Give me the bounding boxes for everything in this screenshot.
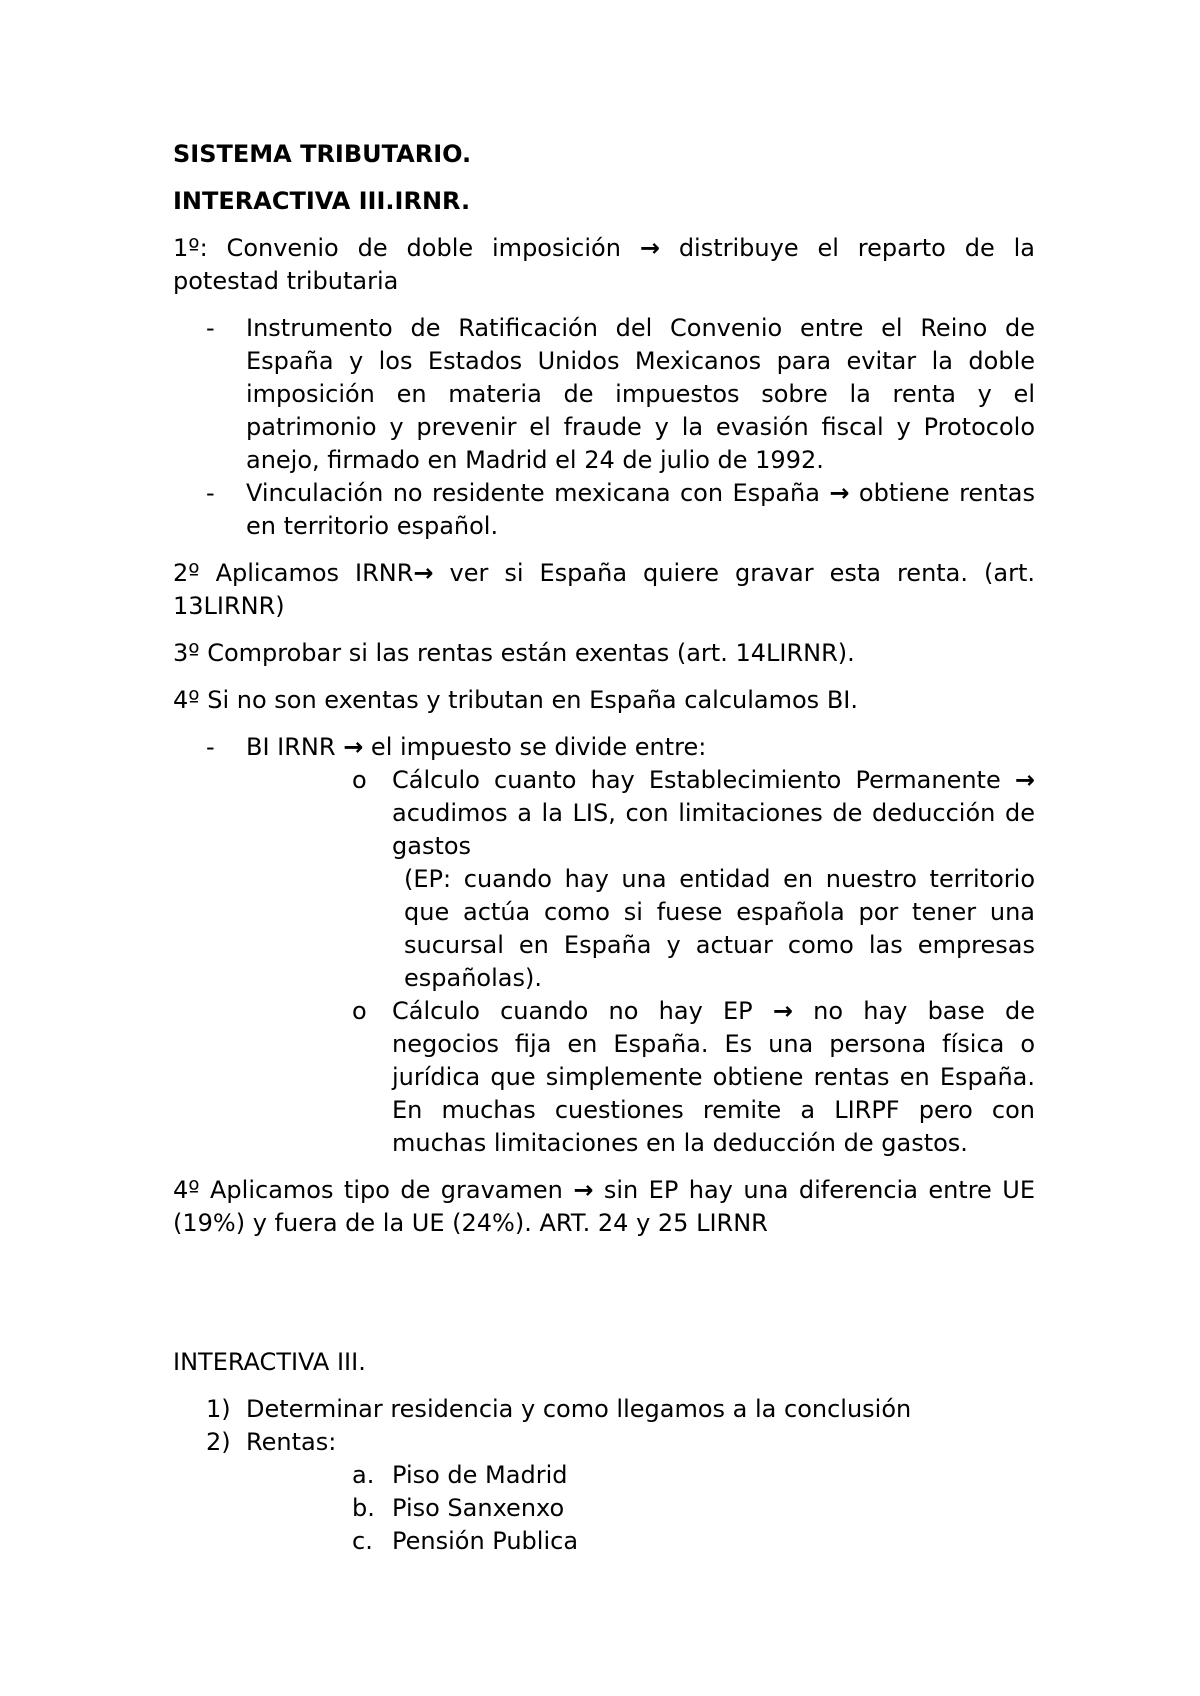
step-1-paragraph: [173, 232, 1035, 298]
number-marker: 1): [206, 1395, 231, 1423]
section-2-title: INTERACTIVA III.: [173, 1348, 366, 1376]
dash-marker: -: [206, 733, 215, 761]
circle-marker: o: [352, 997, 367, 1025]
ep-note: (EP: cuando hay una entidad en nuestro territorio que actúa como si fuese española por tener una sucursal en España y actuar como las empresas españolas).: [404, 865, 1035, 992]
arrow-right-icon: →: [1014, 766, 1035, 794]
arrow-right-icon: →: [343, 733, 364, 761]
arrow-right-icon: →: [829, 479, 850, 507]
bi-text-b: el impuesto se divide entre:: [363, 733, 707, 761]
sublist-item: [319, 995, 1035, 1160]
rentas-item: [319, 1525, 1035, 1558]
bi-list: [173, 731, 1035, 1160]
sub-text-a: Cálculo cuando no hay EP: [392, 997, 773, 1025]
section-2-list: [173, 1393, 1035, 1558]
list-item: [173, 477, 1035, 543]
sub-text-b: no hay base de negocios fija en España. Es una persona física o jurídica que simplemente obtiene rentas en España. En muchas cuestiones remite a LIRPF pero con muchas limitaciones en la deducción de gastos.: [392, 997, 1035, 1157]
letter-marker: c.: [352, 1527, 373, 1555]
list-item-text-b: obtiene rentas en territorio español.: [246, 479, 1036, 540]
spacer: [173, 1240, 1035, 1346]
dash-marker: -: [206, 479, 215, 507]
bi-text-a: BI IRNR: [246, 733, 344, 761]
dash-marker: -: [206, 314, 215, 342]
step-4b-text-b: sin EP hay una diferencia entre UE (19%) y fuera de la UE (24%). ART. 24 y 25 LIRNR: [173, 1176, 1035, 1237]
document-subtitle: INTERACTIVA III.IRNR.: [173, 187, 471, 215]
list-item-text-a: Vinculación no residente mexicana con España: [246, 479, 830, 507]
sublist-item-text: [392, 764, 1035, 863]
letter-marker: a.: [352, 1461, 375, 1489]
arrow-right-icon: →: [639, 234, 660, 262]
number-marker: 2): [206, 1428, 231, 1456]
rentas-item: [319, 1492, 1035, 1525]
step-1-list: [173, 312, 1035, 543]
list-item: [173, 312, 1035, 477]
step-2-paragraph: [173, 557, 1035, 623]
step-4b-text-a: 4º Aplicamos tipo de gravamen: [173, 1176, 574, 1204]
sub-text-a: Cálculo cuanto hay Establecimiento Permanente: [392, 766, 1015, 794]
arrow-right-icon: →: [573, 1176, 594, 1204]
list-item-text: Instrumento de Ratificación del Convenio entre el Reino de España y los Estados Unidos Mexicanos para evitar la doble imposición en materia de impuestos sobre la renta y el patrimonio y prevenir el fraude y la evasión fiscal y Protocolo anejo, firmado en Madrid el 24 de julio de 1992.: [246, 314, 1035, 474]
rentas-item: [319, 1459, 1035, 1492]
circle-marker: o: [352, 766, 367, 794]
numbered-item: [173, 1426, 1035, 1558]
step-1-text-a: 1º: Convenio de doble imposición: [173, 234, 640, 262]
step-4-paragraph: 4º Si no son exentas y tributan en España calculamos BI.: [173, 686, 858, 714]
numbered-item-text: Determinar residencia y como llegamos a la conclusión: [246, 1395, 912, 1423]
bi-item-text: [246, 731, 1035, 764]
numbered-item-text: Rentas:: [246, 1428, 337, 1456]
rentas-item-text: Piso de Madrid: [392, 1461, 568, 1489]
sublist-item: [319, 764, 1035, 995]
list-item: [173, 731, 1035, 1160]
arrow-right-icon: →: [772, 997, 793, 1025]
sublist-item-text: [392, 995, 1035, 1160]
arrow-right-icon: →: [413, 559, 434, 587]
document-title: SISTEMA TRIBUTARIO.: [173, 140, 472, 168]
document-page: [173, 138, 1035, 1572]
step-2-text-a: 2º Aplicamos IRNR: [173, 559, 414, 587]
rentas-list: [246, 1459, 1035, 1558]
numbered-item: [173, 1393, 1035, 1426]
bi-sublist: [246, 764, 1035, 1160]
step-4b-paragraph: [173, 1174, 1035, 1240]
step-2-text-b: ver si España quiere gravar esta renta. (art. 13LIRNR): [173, 559, 1035, 620]
sub-text-b: acudimos a la LIS, con limitaciones de deducción de gastos: [392, 799, 1035, 860]
letter-marker: b.: [352, 1494, 375, 1522]
step-3-paragraph: 3º Comprobar si las rentas están exentas (art. 14LIRNR).: [173, 639, 855, 667]
rentas-item-text: Pensión Publica: [392, 1527, 579, 1555]
step-1-text-b: distribuye el reparto de la potestad tributaria: [173, 234, 1035, 295]
rentas-item-text: Piso Sanxenxo: [392, 1494, 565, 1522]
